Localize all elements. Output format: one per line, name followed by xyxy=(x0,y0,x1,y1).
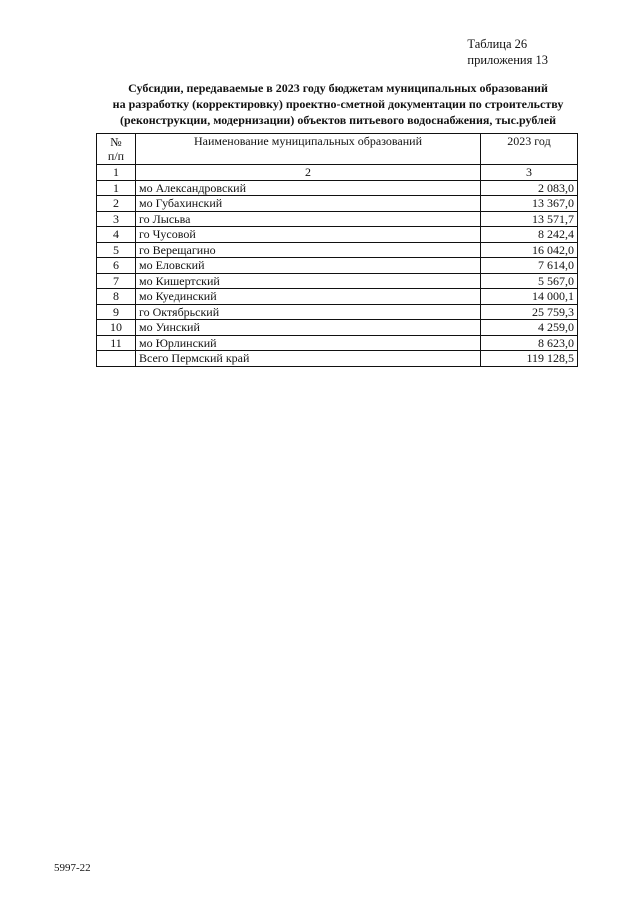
column-header-number xyxy=(97,134,136,165)
total-value-cell: 119 128,5 xyxy=(481,351,578,367)
table-row xyxy=(97,273,578,289)
municipality-name-cell: го Октябрьский xyxy=(136,304,481,320)
municipality-name-cell: го Чусовой xyxy=(136,227,481,243)
subsidy-value-cell: 5 567,0 xyxy=(481,273,578,289)
table-header-row xyxy=(97,134,578,165)
table-reference xyxy=(467,36,548,68)
municipality-name-cell: мо Куединский xyxy=(136,289,481,305)
row-number-cell: 6 xyxy=(97,258,136,274)
municipality-name-cell: мо Губахинский xyxy=(136,196,481,212)
column-index-cell: 1 xyxy=(97,165,136,181)
row-number-cell: 9 xyxy=(97,304,136,320)
table-row xyxy=(97,211,578,227)
row-number-cell: 1 xyxy=(97,180,136,196)
row-number-cell: 7 xyxy=(97,273,136,289)
row-number-cell: 5 xyxy=(97,242,136,258)
municipality-name-cell: мо Александровский xyxy=(136,180,481,196)
table-row xyxy=(97,289,578,305)
table-row xyxy=(97,242,578,258)
column-index-row xyxy=(97,165,578,181)
subsidy-value-cell: 4 259,0 xyxy=(481,320,578,336)
title-line-3: (реконструкции, модернизации) объектов питьевого водоснабжения, тыс.рублей xyxy=(119,113,556,127)
table-row xyxy=(97,196,578,212)
subsidy-value-cell: 8 242,4 xyxy=(481,227,578,243)
table-row xyxy=(97,258,578,274)
municipality-name-cell: мо Кишертский xyxy=(136,273,481,289)
row-number-cell: 8 xyxy=(97,289,136,305)
municipality-name-cell: мо Еловский xyxy=(136,258,481,274)
subsidy-value-cell: 13 367,0 xyxy=(481,196,578,212)
document-code: 5997-22 xyxy=(54,862,91,874)
column-header-number-line2: п/п xyxy=(107,149,125,163)
row-number-cell: 10 xyxy=(97,320,136,336)
row-number-cell: 3 xyxy=(97,211,136,227)
column-index-cell: 2 xyxy=(136,165,481,181)
column-header-name: Наименование муниципальных образований xyxy=(136,134,481,165)
subsidy-value-cell: 25 759,3 xyxy=(481,304,578,320)
subsidy-value-cell: 13 571,7 xyxy=(481,211,578,227)
row-number-cell: 2 xyxy=(97,196,136,212)
subsidy-value-cell: 16 042,0 xyxy=(481,242,578,258)
municipality-name-cell: мо Юрлинский xyxy=(136,335,481,351)
column-index-cell: 3 xyxy=(481,165,578,181)
municipality-name-cell: го Верещагино xyxy=(136,242,481,258)
table-number-label: Таблица 26 xyxy=(467,37,528,51)
table-row xyxy=(97,180,578,196)
subsidy-value-cell: 14 000,1 xyxy=(481,289,578,305)
column-header-year: 2023 год xyxy=(481,134,578,165)
row-number-cell: 4 xyxy=(97,227,136,243)
municipality-name-cell: мо Уинский xyxy=(136,320,481,336)
total-row xyxy=(97,351,578,367)
column-header-number-line1: № xyxy=(110,135,122,149)
table-row xyxy=(97,304,578,320)
title-line-1: Субсидии, передаваемые в 2023 году бюджетам муниципальных образований xyxy=(128,81,548,95)
document-title xyxy=(60,80,616,128)
title-line-2: на разработку (корректировку) проектно-сметной документации по строительству xyxy=(112,97,564,111)
table-row xyxy=(97,320,578,336)
row-number-cell: 11 xyxy=(97,335,136,351)
table-row xyxy=(97,335,578,351)
appendix-label: приложения 13 xyxy=(467,53,548,67)
subsidy-value-cell: 7 614,0 xyxy=(481,258,578,274)
subsidies-table xyxy=(96,133,578,367)
municipality-name-cell: го Лысьва xyxy=(136,211,481,227)
total-name-cell: Всего Пермский край xyxy=(136,351,481,367)
subsidy-value-cell: 2 083,0 xyxy=(481,180,578,196)
total-number-cell xyxy=(97,351,136,367)
subsidy-value-cell: 8 623,0 xyxy=(481,335,578,351)
table-row xyxy=(97,227,578,243)
